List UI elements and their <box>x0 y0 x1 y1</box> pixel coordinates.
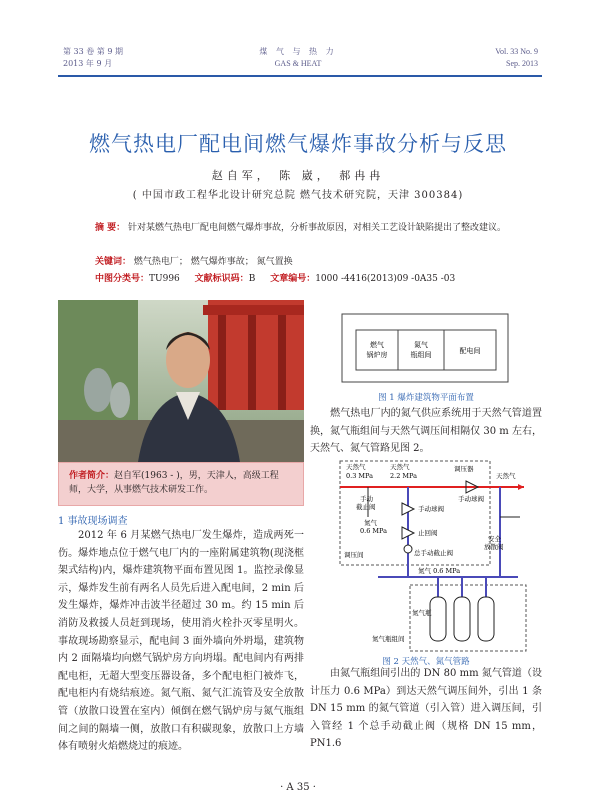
abstract-label: 摘 要： <box>95 223 126 233</box>
svg-text:瓶组间: 瓶组间 <box>410 351 432 359</box>
section-paragraph <box>58 527 304 756</box>
figure-1-caption: 图 1 爆炸建筑物平面布置 <box>378 393 474 403</box>
article-title: 燃气热电厂配电间燃气爆炸事故分析与反思 <box>89 132 507 156</box>
header-rule <box>58 75 542 77</box>
section-heading: 1 事故现场调查 <box>58 516 128 527</box>
svg-text:氮气: 氮气 <box>364 519 377 527</box>
svg-text:天然气: 天然气 <box>346 463 366 471</box>
fig1-room-n2: 氮气 <box>414 341 428 349</box>
svg-text:氮气瓶组间: 氮气瓶组间 <box>372 635 405 643</box>
header-volume-en <box>495 46 538 70</box>
svg-text:0.3 MPa: 0.3 MPa <box>346 472 374 480</box>
doc-code-label: 文献标识码： <box>194 274 249 284</box>
svg-text:安全: 安全 <box>488 535 501 543</box>
svg-text:天然气: 天然气 <box>390 463 410 471</box>
right-paragraph-1-text: 燃气热电厂内的氮气供应系统用于天然气管道置换，氮气瓶组间与天然气调压间相隔仅 30 m 左右，天然气、氮气管路见图 2。 <box>310 408 542 455</box>
svg-text:手动: 手动 <box>360 495 373 503</box>
svg-text:调压器: 调压器 <box>454 465 474 473</box>
fig1-room-power: 配电间 <box>459 347 481 355</box>
page-number: · A 35 · <box>280 782 316 793</box>
abstract <box>78 221 516 236</box>
article-affiliation: ( 中国市政工程华北设计研究总院 燃气技术研究院，天津 300384) <box>132 190 464 201</box>
article-authors: 赵自军， 陈 崴， 郝冉冉 <box>211 169 385 182</box>
figure-1 <box>340 312 510 384</box>
keywords <box>95 254 293 267</box>
article-no-value: 1000 -4416(2013)09 -0A35 -03 <box>315 274 456 284</box>
bio-text: 赵自军(1963 - )，男，天津人，高级工程师，大学，从事燃气技术研发工作。 <box>69 471 279 495</box>
date-en: Sep. 2013 <box>506 59 538 68</box>
svg-text:放散阀: 放散阀 <box>484 543 504 551</box>
author-bio <box>58 462 304 506</box>
class-label: 中图分类号： <box>95 274 150 284</box>
volume-issue-zh: 第 33 卷 第 9 期 <box>63 47 123 56</box>
date-zh: 2013 年 9 月 <box>63 59 113 68</box>
figure-2-caption: 图 2 天然气、氮气管路 <box>382 657 470 667</box>
bio-label: 作者简介： <box>69 471 115 481</box>
svg-text:调压间: 调压间 <box>344 551 364 559</box>
abstract-text: 针对某燃气热电厂配电间燃气爆炸事故，分析事故原因，对相关工艺设计缺陷提出了整改建议。 <box>128 223 507 233</box>
svg-text:氮气 0.6 MPa: 氮气 0.6 MPa <box>418 567 461 575</box>
article-no-label: 文章编号： <box>270 274 316 284</box>
keywords-text: 燃气热电厂； 燃气爆炸事故； 氮气置换 <box>133 257 293 267</box>
section-paragraph-text: 2012 年 6 月某燃气热电厂发生爆炸，造成两死一伤。爆炸地点位于燃气电厂内的一座附属建筑物(现浇框架式结构)内，爆炸建筑物平面布置见图 1。监控录像显示，爆炸发生前有两名人员先后进入配电间，2 min 后发生爆炸，爆炸冲击波半径超过 30 m。约 15 min 后消防及救援人员赶到现场，使用消火栓扑灭零星明火。事故现场勘察显示，配电间 3 面外墙向外坍塌，建筑物内 2 面隔墙均向燃气锅炉房方向坍塌。配电间内有两排配电柜，无超大型变压器设备，多个配电柜门被炸飞，配电柜内有烧结痕迹。氮气瓶、氮气汇流管及安全放散管（放散口设置在室内）倾倒在燃气锅炉房与氮气瓶组间之间的隔墙一侧，放散口有积碳现象，放散口上方墙体有喷射火焰燃烧过的痕迹。 <box>58 530 304 753</box>
journal-name-en: GAS & HEAT <box>274 59 322 68</box>
volume-issue-en: Vol. 33 No. 9 <box>495 47 538 56</box>
svg-text:止回阀: 止回阀 <box>418 529 438 537</box>
svg-text:2.2 MPa: 2.2 MPa <box>390 472 418 480</box>
right-paragraph-2-text: 由氮气瓶组间引出的 DN 80 mm 氮气管道（设计压力 0.6 MPa）到达天然气调压间外，引出 1 条 DN 15 mm 的氮气管道（引入管）进入调压间，引入管经 1 个总手动截止阀（规格 DN 15 mm，PN1.6 <box>310 668 542 750</box>
svg-text:截止阀: 截止阀 <box>356 503 376 511</box>
svg-text:总手动截止阀: 总手动截止阀 <box>414 549 453 557</box>
classification-line <box>95 271 467 284</box>
svg-text:手动球阀: 手动球阀 <box>458 495 484 503</box>
keywords-label: 关键词： <box>95 257 132 267</box>
author-photo <box>58 300 304 462</box>
svg-text:氮气瓶: 氮气瓶 <box>412 609 432 617</box>
figure-2 <box>338 457 528 653</box>
svg-text:天然气: 天然气 <box>496 472 516 480</box>
fig1-room-boiler: 燃气 <box>370 341 384 349</box>
journal-name-zh: 煤 气 与 热 力 <box>259 47 337 56</box>
class-value: TU996 <box>149 274 180 284</box>
right-paragraph-1 <box>310 405 542 458</box>
svg-text:锅炉房: 锅炉房 <box>366 351 388 359</box>
svg-text:0.6 MPa: 0.6 MPa <box>360 527 388 535</box>
doc-code-value: B <box>248 274 256 284</box>
right-paragraph-2 <box>310 665 542 753</box>
svg-text:手动球阀: 手动球阀 <box>418 505 444 513</box>
